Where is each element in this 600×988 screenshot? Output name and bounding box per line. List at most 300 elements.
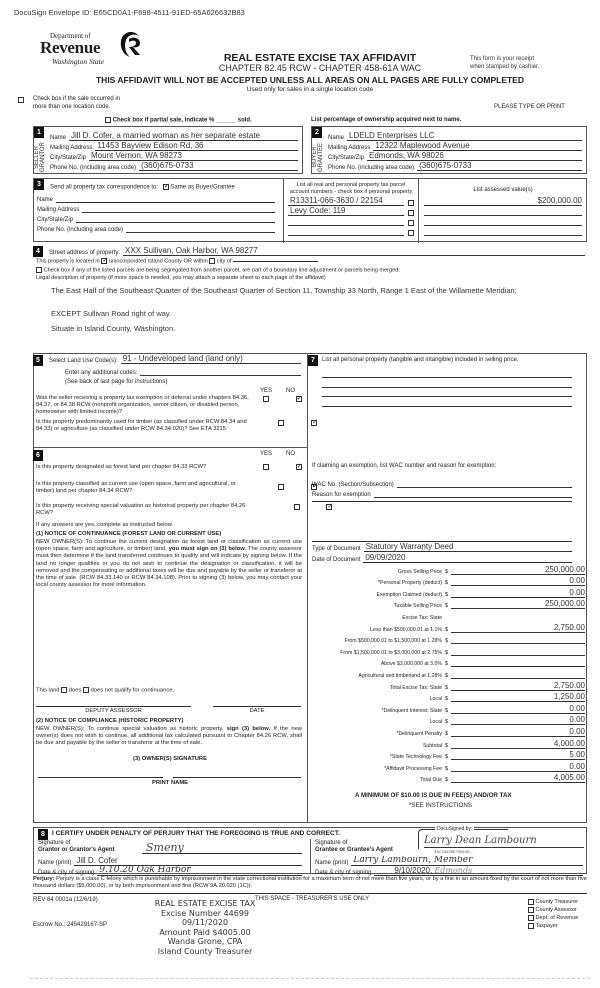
section-4-number: 4 [33,246,43,257]
tax-row-value-input[interactable]: 250,000.00 [451,565,585,575]
personal-property-line-4[interactable] [322,406,572,407]
notice-compliance-title: (2) NOTICE OF COMPLIANCE (HISTORIC PROPERTY) [36,718,184,724]
partial-sale-label: Check box if partial sale, indicate % ______ sold. [112,117,252,124]
tax-row-label: Gross Selling Price [397,568,442,575]
buyer-address-field[interactable] [328,141,582,151]
city-checkbox[interactable] [209,258,215,264]
wac-input[interactable] [397,487,572,488]
parcel-header [286,182,416,196]
assessed-row[interactable] [424,196,582,206]
tax-row-value-input[interactable]: 4,000.00 [451,739,585,749]
seller-label: SELLER [34,145,40,169]
dollar-sign: $ [445,730,449,737]
partial-sale-row [105,117,252,124]
parcel-header-line-2: account numbers - check box if personal property [289,189,413,195]
form-chapter: CHAPTER 82.45 RCW - CHAPTER 458-61A WAC [218,63,422,73]
section-2-buyer [311,126,587,174]
multi-location-checkbox-row [18,95,120,111]
tax-row-value-input[interactable]: 0.00 [451,588,585,598]
corr-address-field[interactable] [37,203,275,213]
grantee-sig-label-2: Grantee or Grantee's Agent [315,847,393,853]
corr-phone-input[interactable] [126,232,275,233]
notice-continuance-text [36,539,302,589]
stamp-line: Island County Treasurer [157,946,253,956]
copy-distribution [528,898,578,930]
dollar-sign: $ [445,696,449,703]
dollar-sign: $ [445,742,449,749]
notice1-text-b: you must sign on (3) below. [168,546,247,553]
tax-row-value-input[interactable]: 5.00 [451,750,585,760]
dollar-sign: $ [445,626,449,633]
dollar-sign: $ [445,638,449,645]
assessed-value-input[interactable] [424,235,582,236]
notice2-text-a: NEW OWNER(S): To continue special valuation as historic property, [36,726,224,732]
form-title: REAL ESTATE EXCISE TAX AFFIDAVIT [223,52,417,64]
corr-address-input[interactable] [82,212,275,213]
unincorporated-label: unincorporated Island County OR within [108,258,208,265]
does-not-qualify-checkbox[interactable] [83,687,89,693]
buyer-name-field[interactable] [328,131,582,141]
seller-phone-input[interactable]: (360)675-0733 [139,161,298,171]
tax-row-value-input[interactable]: 250,000.00 [451,599,585,609]
grantee-city-text: Edmonds [434,866,473,875]
tax-row-label: Above $3,000,000 at 3.0% [380,661,442,668]
tax-row-label: *Delinquent Penalty [396,730,442,737]
perjury-notice [33,876,587,891]
dollar-sign: $ [445,580,449,587]
copy-label: Taxpayer [535,923,558,929]
question-current-use: Is this property classified as current use (open space, farm and agricultural, or timber) land per chapter 84.34 RCW? [36,481,236,495]
send-correspondence-row [50,184,235,191]
doc-type-input[interactable]: Statutory Warranty Deed [364,542,572,552]
q1-no-checkbox[interactable] [296,396,302,402]
grantor-signature-field[interactable] [142,841,302,854]
grantor-label: GRANTOR [40,142,46,172]
dollar-sign: $ [445,672,449,679]
ownership-note: List percentage of ownership acquired next to name. [311,117,462,123]
section-3-correspondence [33,178,587,242]
tax-row-value-input[interactable]: 0.00 [451,762,585,772]
located-prefix: This property is located in [36,258,100,265]
parcel-number-input[interactable] [288,235,404,236]
tax-row [315,586,585,598]
notice-compliance-text [36,726,302,748]
grantee-signature: Larry Dean Lambourn [424,835,537,846]
does-label: does [68,687,82,694]
notice1-text-a: NEW OWNER(S): To continue the current designation as forest land or classification as current use (open space, farm and agriculture, or timber) land, [36,539,302,553]
grantee-date-input[interactable] [374,866,583,876]
grantee-date-field[interactable] [315,866,583,876]
grantee-name-input[interactable]: Larry Lambourn, Member [351,856,583,866]
tax-row-value-input[interactable]: 0.00 [451,704,585,714]
tax-row [315,691,585,703]
exemption-label: If claiming an exemption, list WAC number and reason for exemption: [312,463,497,469]
tax-row-label: Agricultural and timberland at 1.28% [358,672,442,679]
dollar-sign: $ [445,649,449,656]
deputy-assessor-label: DEPUTY ASSESSOR [85,708,142,714]
reason-label: Reason for exemption [312,492,371,498]
grantor-name-input[interactable]: Jill D. Cofer [74,856,302,866]
seller-address-input[interactable]: 11453 Bayview Edison Rd, 36 [95,141,298,151]
qualify-label: This land [36,687,60,694]
tax-row-label: *Personal Property (deduct) [377,580,442,587]
personal-property-checkbox[interactable] [408,200,414,206]
copy-checkbox[interactable] [528,923,534,929]
assessed-value-input[interactable] [424,215,582,216]
grantor-sig-label-1: Signature of [38,840,71,846]
parcel-header-line-1: List all real and personal property tax parcel [296,182,406,188]
minimum-due-note: A MINIMUM OF $10.00 IS DUE IN FEE(S) AND/OR TAX [355,792,512,799]
copy-checkbox[interactable] [528,899,534,905]
dollar-sign: $ [445,568,449,575]
seller-city-field[interactable] [50,151,298,161]
dollar-sign: $ [445,684,449,691]
section-4-property [33,246,587,342]
tax-row [315,563,585,575]
address-label: Mailing Address [50,145,93,151]
perjury-bold: Perjury: [33,876,55,882]
street-address-label: Street address of property: [49,250,121,256]
grantee-name-field[interactable] [315,856,583,866]
no-header: NO [286,388,295,394]
additional-codes-input[interactable] [140,375,301,376]
personal-property-line-3[interactable] [322,396,572,397]
forest-yes-checkbox[interactable] [263,464,269,470]
owner-signature-line[interactable] [38,777,163,778]
seller-name-field[interactable] [50,131,298,141]
multi-location-checkbox[interactable] [18,97,24,103]
doc-type-field[interactable] [312,541,572,552]
tax-row-label: Local [429,719,442,726]
stamp-line: REAL ESTATE EXCISE TAX [154,899,256,908]
buyer-address-input[interactable]: 12322 Maplewood Avenue [373,141,582,151]
owner-signature-line-2[interactable] [173,777,301,778]
land-use-instructions: (See back of last page for instructions) [65,379,168,385]
grantor-date-input[interactable]: 9.10.20 Oak Harbor [97,866,302,876]
grantor-signature-label [38,840,115,854]
partial-sale-checkbox[interactable] [105,117,111,123]
section-5-land-use [33,353,307,447]
escrow-number: Escrow No.: 245429167-SP [33,922,108,928]
tax-row [315,656,585,668]
wac-label: WAC No. (Section/Subsection) [312,482,394,488]
question-timber: Is this property predominantly used for timber (as classified under RCW 84.34 and 84.33) or agriculture (as classified under RCW 84.34.020)? See ETA 3215 [36,419,247,433]
assessed-row[interactable] [424,226,582,236]
section-6-designation [33,448,307,823]
grantor-signature: Smeny [146,841,184,854]
section-2-number: 2 [312,127,322,138]
buyer-phone-field[interactable] [328,161,582,171]
segregated-checkbox[interactable] [36,267,42,273]
seller-name-input[interactable]: Jill D. Cofer, a married woman as her separate estate [69,131,298,141]
wac-field[interactable] [312,478,572,488]
tax-row [315,621,585,633]
tax-row-label: *State Technology Fee [389,754,442,761]
stamp-line: Wanda Grone, CPA [167,937,243,946]
address-label: Mailing Address [328,145,371,151]
additional-codes-field[interactable] [65,366,301,376]
copy-label: County Treasurer [535,899,579,905]
phone-label: Phone No. (including area code) [50,165,137,171]
yes-header: YES [260,451,273,457]
city-of-label: city of [216,258,232,265]
doc-date-field[interactable] [312,552,572,563]
assessed-value-input[interactable]: $200,000.00 [424,196,582,206]
receipt-note [470,55,539,71]
city-label: City/State/Zip [50,155,87,161]
send-correspondence-label: Send all property tax correspondence to: [50,184,159,191]
corr-city-input[interactable] [76,222,275,223]
reason-line-2[interactable] [312,501,572,502]
historic-yes-checkbox[interactable] [294,504,300,510]
tax-row [315,679,585,691]
personal-property-checkbox[interactable] [408,230,414,236]
city-of-input[interactable] [233,261,318,262]
street-address-field[interactable] [49,246,585,256]
tax-row-value-input[interactable]: 2,750.00 [451,681,585,691]
assessed-values [424,196,582,236]
receipt-line-1: This form is your receipt [470,56,535,62]
tax-row-label: Total Due [420,777,442,784]
copy-row [528,914,578,922]
same-as-buyer-label: Same as Buyer/Grantee [170,184,235,191]
tax-row-label: Excise Tax: State [402,614,442,621]
tax-row-value-input[interactable]: 0.00 [451,715,585,725]
corr-name-field[interactable] [37,193,275,203]
grantee-date-label: Date & city of signing [315,870,372,876]
buyer-city-input[interactable]: Edmonds, WA 98026 [367,151,582,161]
personal-property-line-1[interactable] [322,377,572,378]
copy-label: County Assessor [535,907,577,913]
city-label: City/State/Zip [37,217,74,223]
grantee-signature-field[interactable] [424,835,584,848]
phone-label: Phone No. (including area code) [37,227,124,233]
personal-property-checkbox[interactable] [408,220,414,226]
question-historic: Is this property receiving special valuation as historical property per chapter 84.26 RCW? [36,503,246,517]
tax-row [315,575,585,587]
same-as-buyer-checkbox[interactable] [163,184,169,190]
segregated-label: Check box if any of the listed parcels are being segregated from another parcel, are part of a boundary line adjustment or parcels being merged. [43,267,400,274]
buyer-city-field[interactable] [328,151,582,161]
parcel-row[interactable] [288,216,414,226]
grantor-sig-label-2: Grantor or Grantor's Agent [38,847,115,853]
corr-city-field[interactable] [37,213,275,223]
grantor-date-field[interactable] [38,866,302,876]
logo-name: Revenue [40,38,101,57]
buyer-label: BUYER [312,146,318,168]
multi-location-line-1: Check box if the sale occurred in [33,96,121,102]
name-label: Name [37,197,54,203]
grantee-sig-label-1: Signature of [315,840,348,846]
tax-row-label: *Delinquent Interest: State [381,707,442,714]
parcel-row[interactable] [288,226,414,236]
buyer-name-input[interactable]: LDELD Enterprises LLC [347,131,582,141]
tax-row-label: From $1,500,000.01 to $3,000,000 at 2.75% [340,649,442,656]
tax-row-value-input[interactable]: 0.00 [451,727,585,737]
tax-row [315,772,585,784]
grantor-date-label: Date & city of signing [38,870,95,876]
land-use-field[interactable] [49,354,301,364]
question-exemption: Was the seller receiving a property tax exemption or deferral under chapters 84.36, 84.37, or 84.38 RCW (nonprofit organization, senior citizen, or disabled person, homeowner with limited income)? [36,395,249,416]
buyer-phone-input[interactable]: (360)675-0733 [417,161,582,171]
seller-phone-field[interactable] [50,161,298,171]
copy-checkbox[interactable] [528,907,534,913]
tax-row [315,609,585,621]
dollar-sign: $ [445,754,449,761]
doc-date-label: Date of Document [312,557,361,563]
land-use-input[interactable]: 91 - Undeveloped land (land only) [121,354,301,364]
additional-codes-label: Enter any additional codes: [65,370,138,376]
multi-location-line-2: more than one location code. [33,104,111,110]
land-use-label: Select Land Use Code(s): [49,358,118,364]
tax-row [315,633,585,645]
notice1-text-c: The county assessor must then determine if the land transferred continues to qualify and will indicate by signing below. If the land no longer qualifies or you do not wish to continue the designation or classification, it will be removed and the compensating or additional taxes will be due and payable by the seller or transferor at the time of sale. (RCW 84.33.140 or RCW 84.34.108). Prior to signing (3) below, you may contact your local county assessor for more information. [36,546,302,589]
city-label: City/State/Zip [328,155,365,161]
question-forest: Is this property designated as forest land per chapter 84.33 RCW? [36,464,207,470]
dollar-sign: $ [445,777,449,784]
current-use-yes-checkbox[interactable] [278,484,284,490]
copy-checkbox[interactable] [528,915,534,921]
please-type-or-print: PLEASE TYPE OR PRINT [494,104,565,110]
section-7-number: 7 [308,355,318,366]
yes-header: YES [260,388,273,394]
unincorporated-checkbox[interactable] [101,258,107,264]
segregated-row [36,267,400,273]
address-label: Mailing Address [37,207,80,213]
personal-property-label: List all personal property (tangible and intangible) included in selling price. [322,357,519,363]
tax-row-value-input[interactable]: 0.00 [451,576,585,586]
tax-row [315,644,585,656]
dollar-sign: $ [445,765,449,772]
print-name-label: PRINT NAME [151,780,189,786]
tax-row [315,702,585,714]
perjury-text: Perjury is a class C felony which is punishable by imprisonment in the state correctional institution for a maximum term of not more than five years, or by a fine in an amount fixed by the court of not more than five thousand dollars ($5,000.00), or by both imprisonment and fine (RCW 9A.20.020 (1C)). [33,876,587,890]
legal-description-2: EXCEPT Sullivan Road right of way. [51,309,172,318]
copy-label: Dept. of Revenue [535,915,579,921]
personal-property-line-2[interactable] [322,387,572,388]
parcel-number-input[interactable] [288,225,404,226]
tax-row-value-input[interactable]: 2,750.00 [451,623,585,633]
name-label: Name [328,135,345,141]
copy-row [528,906,578,914]
grantor-name-label: Name (print) [38,860,72,866]
assessed-row[interactable] [424,206,582,216]
notice-continuance-title: (1) NOTICE OF CONTINUANCE (FOREST LAND OR CURRENT USE) [36,531,222,537]
treasurer-stamp [145,899,265,956]
parcel-number-input[interactable]: Levy Code: 119 [288,206,404,216]
notice2-text-c: If the new owner(s) does not wish to continue, all additional tax calculated pursuant to Chapter 84.26 RCW, shall be due and payable by the seller or transferor at the time of sale. [36,726,302,747]
assessed-row[interactable] [424,216,582,226]
logo-dept: Department of [50,32,91,40]
certify-statement: I CERTIFY UNDER PENALTY OF PERJURY THAT THE FOREGOING IS TRUE AND CORRECT. [52,830,340,837]
tax-row-value-input[interactable]: 1,250.00 [451,692,585,702]
parcel-list [288,196,414,236]
stamp-line: 09/11/2020 [181,918,229,927]
parcel-row[interactable] [288,206,414,216]
treasurer-use-label: THIS SPACE - TREASURER'S USE ONLY [255,896,370,902]
stamp-line: Excise Number 44699 [160,908,250,918]
dollar-sign: $ [445,591,449,598]
qualify-row [36,687,174,695]
tax-row [315,760,585,772]
tax-row-label: Local [429,696,442,703]
tax-row-label: Total Excise Tax: State [389,684,442,691]
assessed-value-input[interactable] [424,225,582,226]
copy-row [528,898,578,906]
corr-phone-field[interactable] [37,223,275,233]
q1-yes-checkbox[interactable] [263,396,269,402]
name-label: Name [50,135,67,141]
street-address-input[interactable]: XXX Sullivan, Oak Harbor, WA 98277 [123,246,585,256]
doc-date-input[interactable]: 09/09/2020 [363,553,572,563]
does-not-label: does not qualify for continuance. [90,687,175,694]
tax-row [315,737,585,749]
receipt-line-2: when stamped by cashier. [470,64,540,70]
dollar-sign: $ [445,661,449,668]
tax-row-label: Exemption Claimed (deduct) [376,591,442,598]
stamp-line: Amount Paid $4005.00 [159,927,251,937]
q2-yes-checkbox[interactable] [278,420,284,426]
dollar-sign: $ [445,707,449,714]
buyer-grantee-label [312,141,322,173]
legal-description-1: The East Half of the Southeast Quarter of the Southeast Quarter of Section 11, Township 33 North, Range 1 East of the Willamette Meridian; [51,286,517,295]
tax-row [315,749,585,761]
legal-description-3: Situate in Island County, Washington. [51,324,176,333]
logo-state: Washington State [52,57,105,66]
doc-type-label: Type of Document [312,546,361,552]
parcel-number-input[interactable]: R13311-066-3630 / 22154 [288,196,404,206]
corr-name-input[interactable] [56,202,275,203]
tax-row [315,714,585,726]
parcel-row[interactable] [288,196,414,206]
form-subtitle: Used only for sales in a single location code [246,86,374,93]
seller-grantor-label [34,141,44,173]
reason-input[interactable] [374,497,572,498]
dollar-sign: $ [445,603,449,610]
personal-property-checkbox[interactable] [408,210,414,216]
section-6-number: 6 [33,450,43,461]
owner-signature-label: (3) OWNER(S) SIGNATURE [133,756,207,762]
location-row [36,258,318,264]
section-8-number: 8 [38,829,48,840]
section-3-number: 3 [34,179,44,190]
envelope-id: DocuSign Envelope ID: E65CD0A1-F698-4511-91ED-65A626632B83 [14,8,245,17]
legal-description-label: Legal description of property (if more space is needed, you may attach a separate sheet to each page of the affidavit) [36,275,326,281]
grantee-signature-label [315,840,393,854]
seller-city-input[interactable]: Mount Vernon, WA 98273 [89,151,298,161]
docusigned-by-label: DocuSigned by: [437,826,473,832]
if-yes-note: If any answers are yes, complete as instructed below. [36,522,174,528]
tax-row-label: Subtotal [422,742,442,749]
reason-field[interactable] [312,488,572,498]
section-5-number: 5 [33,355,43,366]
dollar-sign: $ [445,719,449,726]
see-instructions-note: *SEE INSTRUCTIONS [409,802,472,809]
tax-row-label: Taxable Selling Price [393,603,442,610]
docusign-id: 3AC18428E79549D... [434,849,473,854]
form-warning: THIS AFFIDAVIT WILL NOT BE ACCEPTED UNLESS ALL AREAS ON ALL PAGES ARE FULLY COMPLETED [95,75,524,85]
notice2-text-b: sign (3) below. [226,726,271,732]
no-header: NO [286,451,295,457]
rev-number: REV 84 0001a (12/6/19) [33,897,98,903]
grantor-name-field[interactable] [38,856,302,866]
date-label: DATE [249,708,265,714]
seller-address-field[interactable] [50,141,298,151]
tax-row-value-input[interactable]: 4,005.00 [451,773,585,783]
does-qualify-checkbox[interactable] [61,687,67,693]
forest-no-checkbox[interactable] [296,464,302,470]
section-1-seller [33,126,303,174]
